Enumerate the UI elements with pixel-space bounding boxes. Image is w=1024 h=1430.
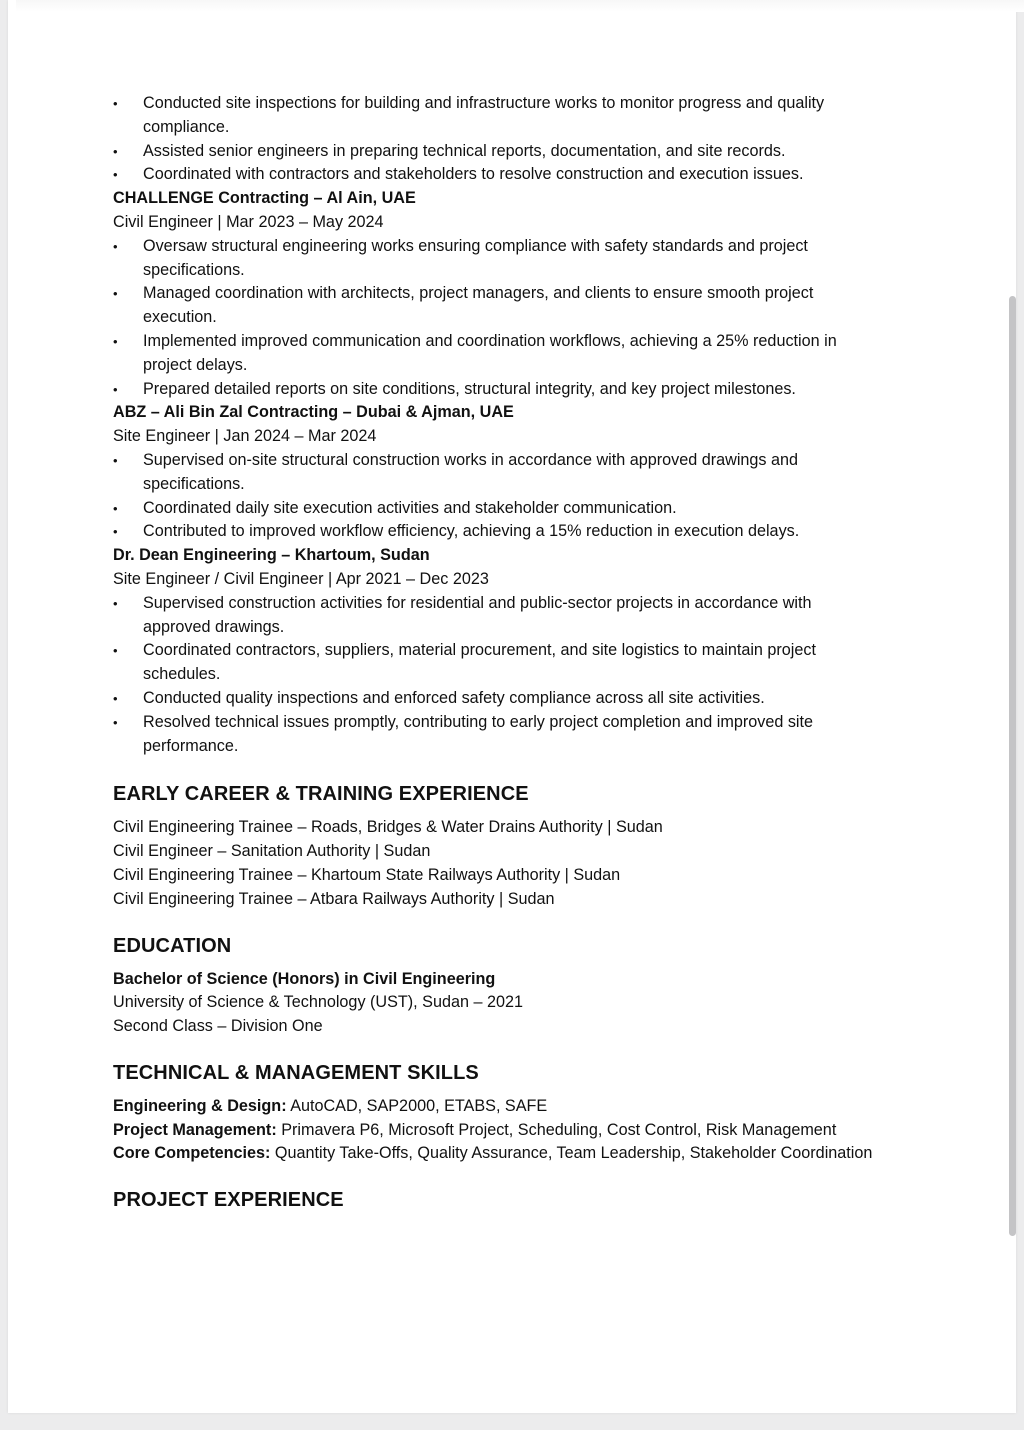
skill-value: Quantity Take-Offs, Quality Assurance, Team Leadership, Stakeholder Coordination [270,1144,873,1163]
page-top-edge [16,0,1024,12]
job-bullets [113,592,883,759]
job-entry [113,544,883,758]
bullet-item: • Managed coordination with architects, project managers, and clients to ensure smooth project execution. [113,282,883,330]
bullet-item: • Oversaw structural engineering works ensuring compliance with safety standards and project specifications. [113,235,883,283]
resume-page [8,0,1016,1413]
early-career-item: Civil Engineering Trainee – Khartoum State Railways Authority | Sudan [113,865,621,884]
skill-line [113,1095,883,1119]
early-career-item: Civil Engineering Trainee – Atbara Railways Authority | Sudan [113,889,555,908]
skill-line [113,1142,883,1166]
vertical-scrollbar[interactable] [1009,296,1016,1236]
job-role: Site Engineer / Civil Engineer | Apr 2021 – Dec 2023 [113,569,489,588]
job-role: Civil Engineer | Mar 2023 – May 2024 [113,212,384,231]
bullet-item: • Supervised construction activities for residential and public-sector projects in accordance with approved drawings. [113,592,883,640]
early-career-item: Civil Engineer – Sanitation Authority | Sudan [113,842,431,861]
job-company: ABZ – Ali Bin Zal Contracting – Dubai & Ajman, UAE [113,403,514,422]
skill-value: AutoCAD, SAP2000, ETABS, SAFE [286,1096,548,1115]
bullet-item: • Assisted senior engineers in preparing technical reports, documentation, and site records. [113,140,883,164]
project-experience-section [113,1188,883,1212]
skill-line [113,1119,883,1143]
bullet-item: • Resolved technical issues promptly, contributing to early project completion and improved site performance. [113,711,883,759]
skill-value: Primavera P6, Microsoft Project, Scheduling, Cost Control, Risk Management [276,1120,837,1139]
bullet-item: • Contributed to improved workflow efficiency, achieving a 15% reduction in execution delays. [113,520,883,544]
bullet-item: • Prepared detailed reports on site conditions, structural integrity, and key project milestones. [113,378,883,402]
skill-label: Core Competencies: [113,1144,271,1163]
education-degree: Bachelor of Science (Honors) in Civil Engineering [113,969,496,988]
section-heading: TECHNICAL & MANAGEMENT SKILLS [113,1061,479,1084]
section-heading: EDUCATION [113,934,232,957]
bullet-item: • Coordinated with contractors and stakeholders to resolve construction and execution issues. [113,163,883,187]
skill-label: Engineering & Design: [113,1096,287,1115]
job-bullets [113,449,883,544]
job-company: CHALLENGE Contracting – Al Ain, UAE [113,189,416,208]
education-classification: Second Class – Division One [113,1017,323,1036]
job-entry [113,401,883,544]
job-bullets [113,235,883,402]
bullet-item: • Conducted site inspections for building and infrastructure works to monitor progress and quality compliance. [113,92,883,140]
section-heading: EARLY CAREER & TRAINING EXPERIENCE [113,783,529,806]
skills-section [113,1061,883,1166]
education-section [113,934,883,1039]
job-role: Site Engineer | Jan 2024 – Mar 2024 [113,427,377,446]
resume-content [113,92,883,1222]
job-entry [113,187,883,401]
section-heading: PROJECT EXPERIENCE [113,1189,344,1212]
bullet-item: • Supervised on-site structural construction works in accordance with approved drawings and specifications. [113,449,883,497]
bullet-item: • Coordinated daily site execution activities and stakeholder communication. [113,497,883,521]
skill-label: Project Management: [113,1120,277,1139]
bullet-item: • Conducted quality inspections and enforced safety compliance across all site activities. [113,687,883,711]
job-company: Dr. Dean Engineering – Khartoum, Sudan [113,546,430,565]
education-institution: University of Science & Technology (UST), Sudan – 2021 [113,993,523,1012]
early-career-section [113,782,883,911]
experience-continued-list [113,92,883,187]
early-career-item: Civil Engineering Trainee – Roads, Bridges & Water Drains Authority | Sudan [113,818,663,837]
bullet-item: • Implemented improved communication and coordination workflows, achieving a 25% reduction in project delays. [113,330,883,378]
bullet-item: • Coordinated contractors, suppliers, material procurement, and site logistics to maintain project schedules. [113,639,883,687]
